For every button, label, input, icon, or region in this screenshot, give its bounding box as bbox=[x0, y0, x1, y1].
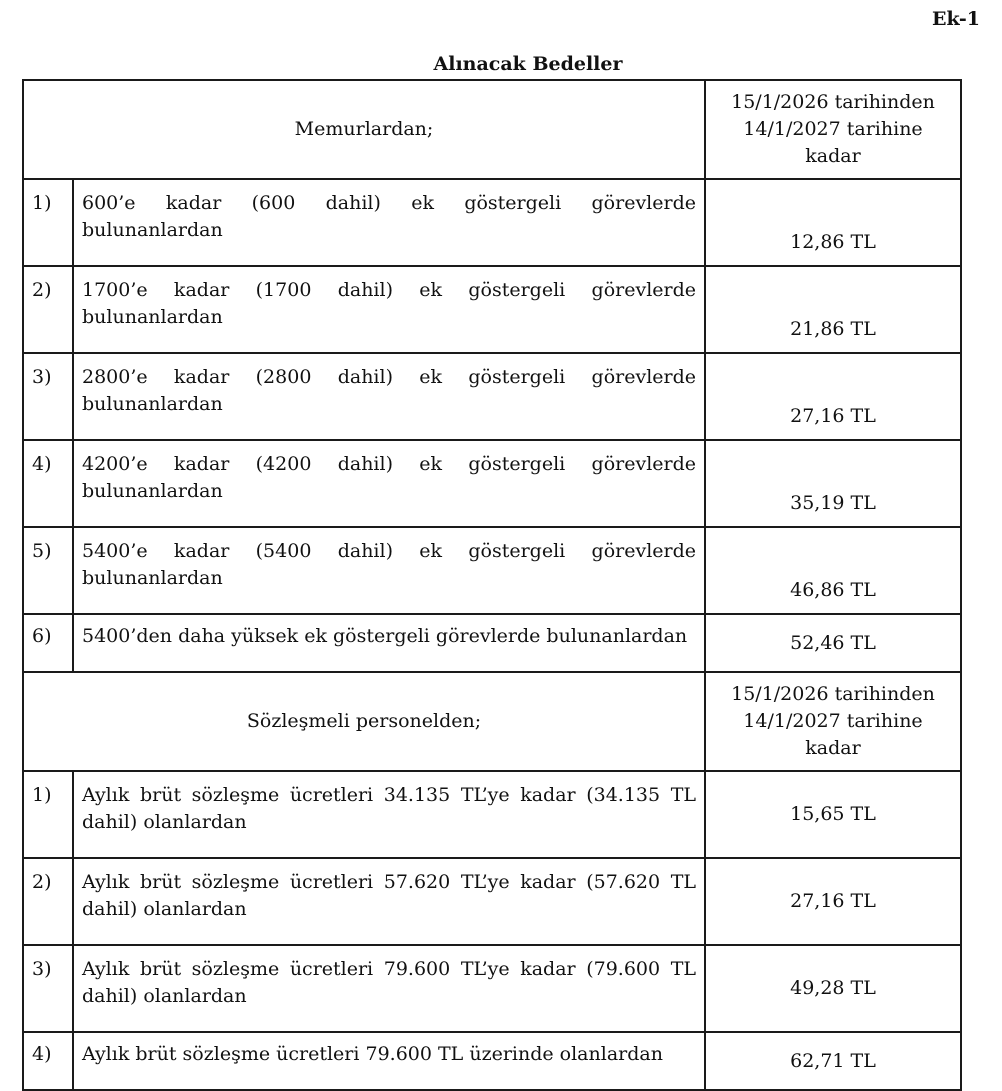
table-row bbox=[23, 1032, 961, 1090]
row-number: 5) bbox=[23, 527, 73, 614]
memur-header-label: Memurlardan; bbox=[23, 80, 705, 179]
row-description: 600’e kadar (600 dahil) ek göstergeli görevlerde bulunanlardan bbox=[73, 179, 705, 266]
row-number: 1) bbox=[23, 179, 73, 266]
row-description: Aylık brüt sözleşme ücretleri 57.620 TL’ye kadar (57.620 TL dahil) olanlardan bbox=[73, 858, 705, 945]
row-number: 3) bbox=[23, 353, 73, 440]
row-description: Aylık brüt sözleşme ücretleri 79.600 TL’ye kadar (79.600 TL dahil) olanlardan bbox=[73, 945, 705, 1032]
row-number: 4) bbox=[23, 1032, 73, 1090]
sozlesmeli-header-row bbox=[23, 672, 961, 771]
row-description: 2800’e kadar (2800 dahil) ek göstergeli görevlerde bulunanlardan bbox=[73, 353, 705, 440]
table-row bbox=[23, 771, 961, 858]
table-row bbox=[23, 945, 961, 1032]
table-row bbox=[23, 614, 961, 672]
sozlesmeli-date-range: 15/1/2026 tarihinden 14/1/2027 tarihine kadar bbox=[705, 672, 961, 771]
row-number: 1) bbox=[23, 771, 73, 858]
row-number: 6) bbox=[23, 614, 73, 672]
row-number: 2) bbox=[23, 266, 73, 353]
row-value: 49,28 TL bbox=[705, 945, 961, 1032]
row-description: Aylık brüt sözleşme ücretleri 34.135 TL’ye kadar (34.135 TL dahil) olanlardan bbox=[73, 771, 705, 858]
row-description: 5400’den daha yüksek ek göstergeli görevlerde bulunanlardan bbox=[73, 614, 705, 672]
row-value: 15,65 TL bbox=[705, 771, 961, 858]
page-title: Alınacak Bedeller bbox=[433, 53, 623, 75]
row-value: 62,71 TL bbox=[705, 1032, 961, 1090]
table-row bbox=[23, 527, 961, 614]
row-number: 3) bbox=[23, 945, 73, 1032]
table-row bbox=[23, 440, 961, 527]
row-description: 5400’e kadar (5400 dahil) ek göstergeli görevlerde bulunanlardan bbox=[73, 527, 705, 614]
memur-header-row bbox=[23, 80, 961, 179]
table-row bbox=[23, 858, 961, 945]
table-row bbox=[23, 353, 961, 440]
row-description: 4200’e kadar (4200 dahil) ek göstergeli görevlerde bulunanlardan bbox=[73, 440, 705, 527]
row-value: 35,19 TL bbox=[705, 440, 961, 527]
row-value: 27,16 TL bbox=[705, 858, 961, 945]
sozlesmeli-header-label: Sözleşmeli personelden; bbox=[23, 672, 705, 771]
table-row bbox=[23, 266, 961, 353]
row-number: 4) bbox=[23, 440, 73, 527]
fees-table bbox=[22, 79, 962, 1091]
row-description: 1700’e kadar (1700 dahil) ek göstergeli görevlerde bulunanlardan bbox=[73, 266, 705, 353]
row-value: 46,86 TL bbox=[705, 527, 961, 614]
table-row bbox=[23, 179, 961, 266]
row-value: 12,86 TL bbox=[705, 179, 961, 266]
row-value: 52,46 TL bbox=[705, 614, 961, 672]
row-description: Aylık brüt sözleşme ücretleri 79.600 TL üzerinde olanlardan bbox=[73, 1032, 705, 1090]
row-number: 2) bbox=[23, 858, 73, 945]
row-value: 21,86 TL bbox=[705, 266, 961, 353]
memur-date-range: 15/1/2026 tarihinden 14/1/2027 tarihine kadar bbox=[705, 80, 961, 179]
row-value: 27,16 TL bbox=[705, 353, 961, 440]
annex-label: Ek-1 bbox=[932, 8, 980, 30]
